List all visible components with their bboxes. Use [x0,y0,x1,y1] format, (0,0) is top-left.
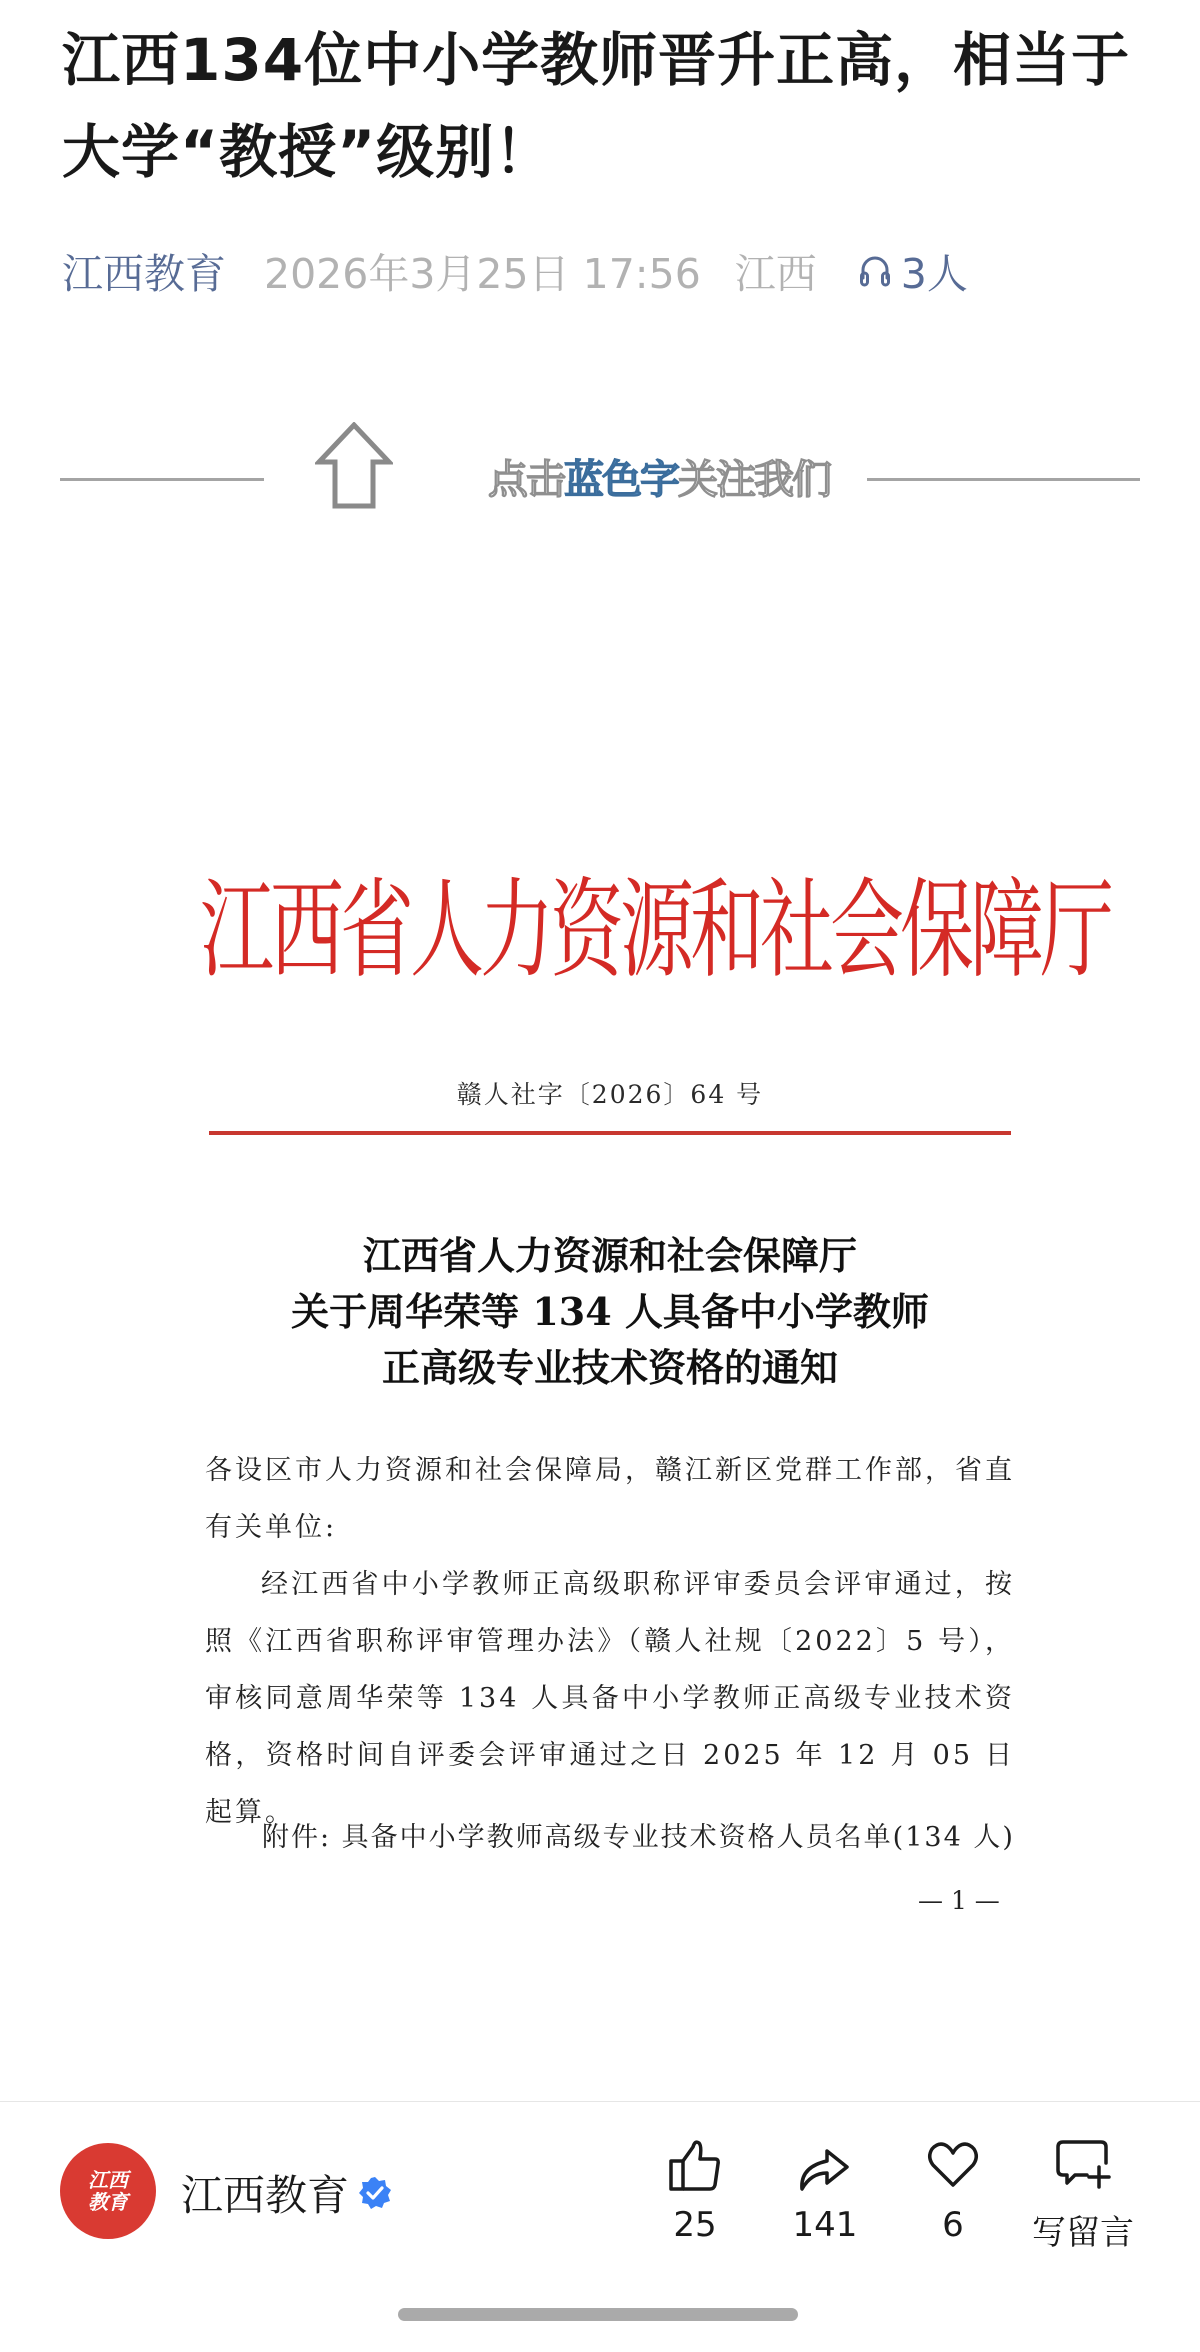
write-comment-button[interactable] [1023,2135,1143,2254]
document-number: 赣人社字〔2026〕64 号 [456,1080,764,1109]
body-text: 经江西省中小学教师正高级职称评审委员会评审通过，按照《江西省职称评审管理办法》（赣人社规〔2022〕5 号），审核同意周华荣等 134 人具备中小学教师正高级专业技术资格，资格时间自评委会评审通过之日 2025 年 12 月 05 日起算。 [205,1569,1015,1828]
verified-badge-icon [357,2175,393,2211]
account-link[interactable]: 江西教育 [62,249,226,298]
listener-count: 3人 [900,249,968,298]
document-heading-line: 关于周华荣等 134 人具备中小学教师 [291,1289,929,1334]
publish-date: 2026年3月25日 17:56 [264,249,701,298]
comment-add-icon [1053,2135,1113,2195]
divider-right [867,478,1140,481]
follow-text-highlight: 蓝色字 [564,457,678,503]
favorite-count: 6 [942,2205,964,2245]
share-arrow-icon [795,2135,855,2195]
share-count: 141 [792,2205,858,2245]
divider-left [60,478,264,481]
document-heading [200,1228,1020,1396]
avatar[interactable] [60,2143,156,2239]
follow-prompt[interactable] [488,448,830,503]
thumbs-up-icon [665,2135,725,2195]
document-recipients [205,1442,1015,1556]
like-button[interactable] [635,2135,755,2245]
document-body [205,1556,1015,1841]
favorite-button[interactable] [893,2135,1013,2245]
follow-text-before: 点击 [488,457,564,503]
account-name: 江西教育 [181,2171,350,2220]
document-red-divider [209,1131,1011,1135]
share-button[interactable] [765,2135,885,2245]
avatar-text: 教育 [88,2190,128,2214]
up-arrow-icon [315,422,393,510]
like-count: 25 [673,2205,717,2245]
account-name-link[interactable] [181,2163,393,2223]
listen-button[interactable] [859,241,968,300]
document-heading-line: 正高级专业技术资格的通知 [381,1345,838,1390]
write-comment-label: 写留言 [1032,2213,1134,2253]
document-attachment: 附件: 具备中小学教师高级专业技术资格人员名单(134 人) [262,1822,1015,1853]
article-title: 江西134位中小学教师晋升正高，相当于大学“教授”级别！ [62,26,1131,186]
article-meta [62,240,968,300]
follow-text-after: 关注我们 [678,457,830,503]
avatar-text: 江西 [88,2168,128,2192]
home-indicator[interactable] [398,2308,798,2321]
publish-region: 江西 [734,249,817,298]
headphones-icon [859,252,891,288]
heart-icon [923,2135,983,2195]
document-heading-line: 江西省人力资源和社会保障厅 [362,1233,857,1278]
document-org-header: 江西省人力资源和社会保障厅 [200,868,1110,994]
document-page-number: — 1 — [918,1886,1000,1915]
recipients-text: 各设区市人力资源和社会保障局，赣江新区党群工作部，省直有关单位: [205,1455,1015,1543]
